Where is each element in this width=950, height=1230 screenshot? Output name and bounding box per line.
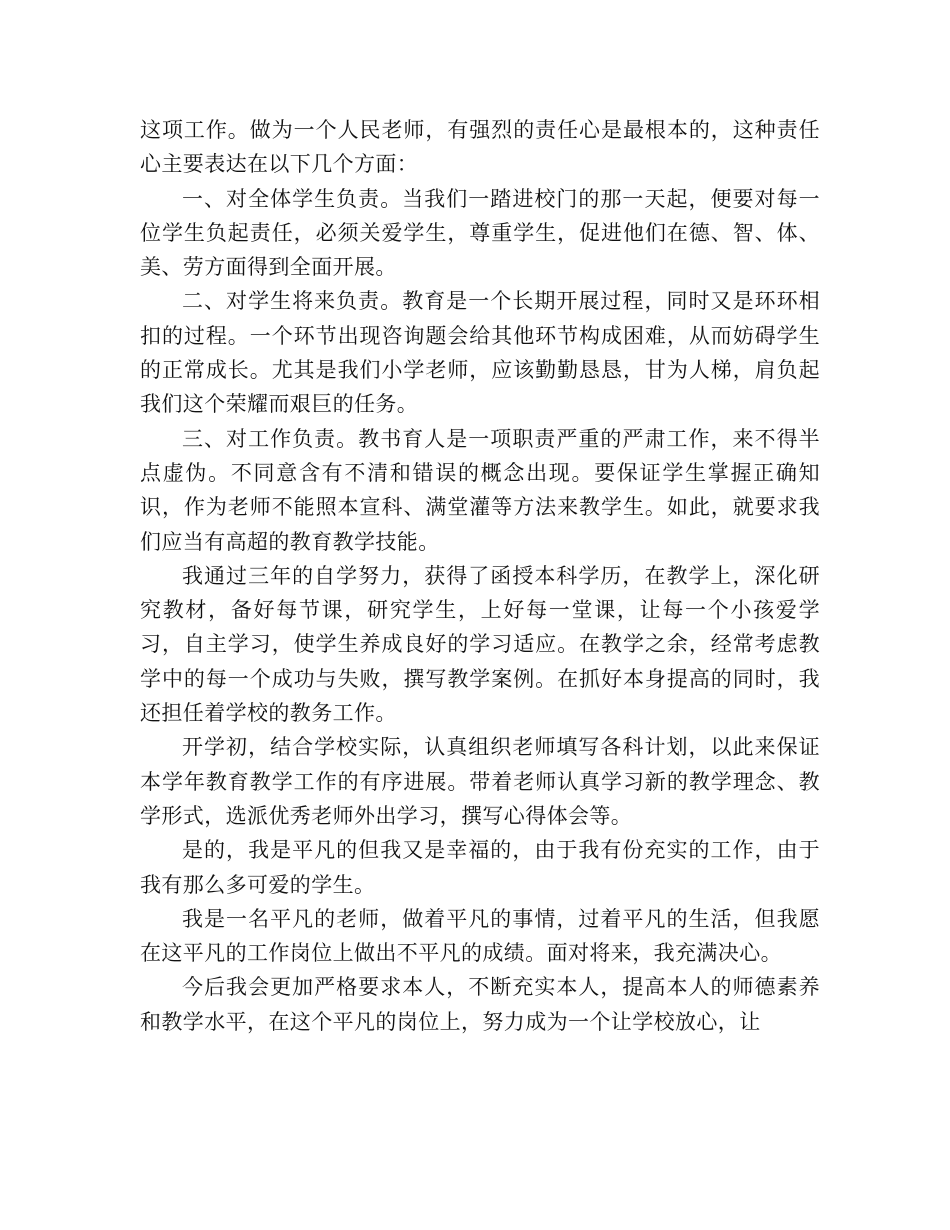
paragraph-ordinary-teacher: 我是一名平凡的老师，做着平凡的事情，过着平凡的生活，但我愿在这平凡的工作岗位上做出不平凡的成绩。面对将来，我充满决心。 (140, 906, 820, 966)
paragraph-semester-start: 开学初，结合学校实际，认真组织老师填写各科计划，以此来保证本学年教育教学工作的有序进展。带着老师认真学习新的教学理念、教学形式，选派优秀老师外出学习，撰写心得体会等。 (140, 735, 820, 828)
document-body (140, 113, 820, 1039)
paragraph-future-goals: 今后我会更加严格要求本人，不断充实本人，提高本人的师德素养和教学水平，在这个平凡的岗位上，努力成为一个让学校放心，让 (140, 975, 820, 1034)
paragraph-continuation: 这项工作。做为一个人民老师，有强烈的责任心是最根本的，这种责任心主要表达在以下几个方面： (140, 118, 820, 177)
paragraph-responsibility-future: 二、对学生将来负责。教育是一个长期开展过程，同时又是环环相扣的过程。一个环节出现咨询题会给其他环节构成困难，从而妨碍学生的正常成长。尤其是我们小学老师，应该勤勤恳恳，甘为人梯，肩负起我们这个荣耀而艰巨的任务。 (140, 289, 820, 417)
paragraph-responsibility-work: 三、对工作负责。教书育人是一项职责严重的严肃工作，来不得半点虚伪。不同意含有不清和错误的概念出现。要保证学生掌握正确知识，作为老师不能照本宣科、满堂灌等方法来教学生。如此，就要求我们应当有高超的教育教学技能。 (140, 426, 820, 554)
paragraph-responsibility-students: 一、对全体学生负责。当我们一踏进校门的那一天起，便要对每一位学生负起责任，必须关爱学生，尊重学生，促进他们在德、智、体、美、劳方面得到全面开展。 (140, 186, 820, 280)
paragraph-ordinary-happy: 是的，我是平凡的但我又是幸福的，由于我有份充实的工作，由于我有那么多可爱的学生。 (140, 838, 820, 897)
paragraph-self-study: 我通过三年的自学努力，获得了函授本科学历，在教学上，深化研究教材，备好每节课，研究学生，上好每一堂课，让每一个小孩爱学习，自主学习，使学生养成良好的学习适应。在教学之余，经常考虑教学中的每一个成功与失败，撰写教学案例。在抓好本身提高的同时，我还担任着学校的教务工作。 (140, 563, 820, 726)
